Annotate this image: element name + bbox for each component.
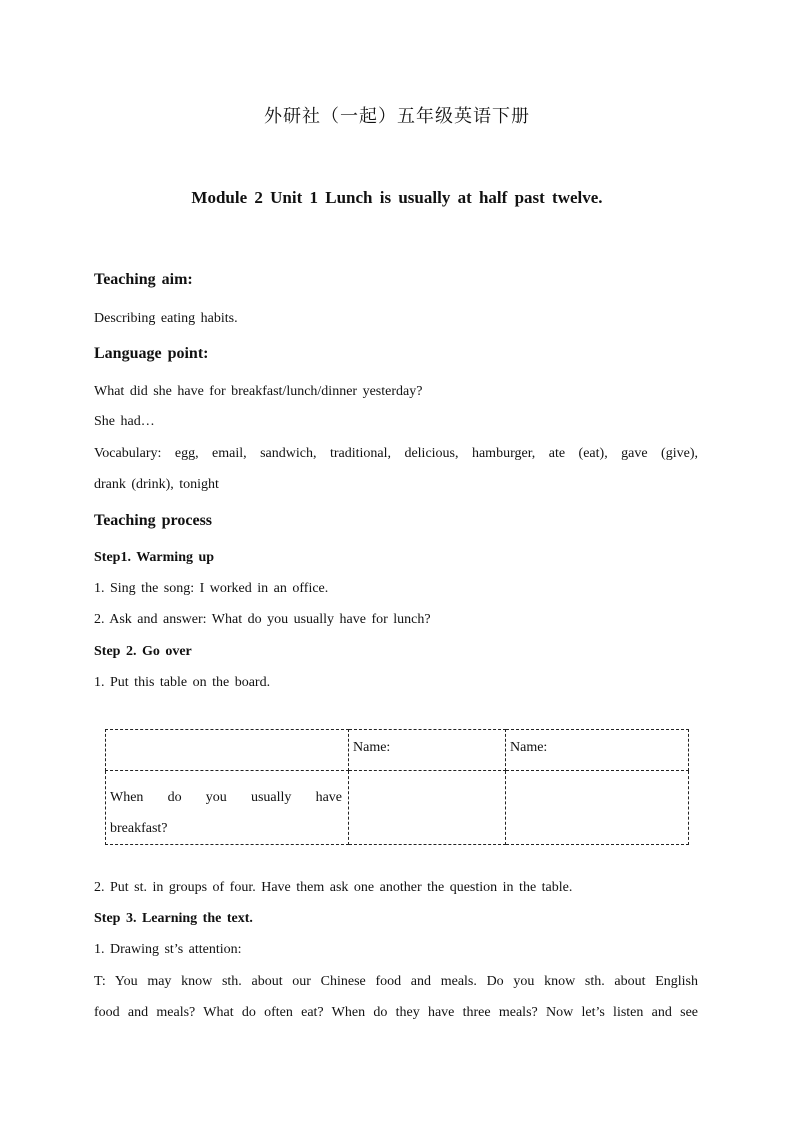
language-point-answer: She had… (94, 414, 155, 429)
table-question-line-1: When do you usually have (110, 790, 342, 805)
language-point-question: What did she have for breakfast/lunch/dinner yesterday? (94, 384, 423, 399)
table-row (106, 771, 689, 845)
teaching-process-heading: Teaching process (94, 512, 213, 529)
teaching-aim-text: Describing eating habits. (94, 311, 238, 326)
table-question-cell (106, 771, 349, 845)
step3-paragraph-line-2: food and meals? What do often eat? When do they have three meals? Now let’s listen and see (94, 1005, 698, 1020)
document-title-english: Module 2 Unit 1 Lunch is usually at half past twelve. (191, 188, 603, 207)
table-header-name: Name: (506, 730, 689, 771)
step1-item-2: 2. Ask and answer: What do you usually have for lunch? (94, 612, 431, 627)
step3-paragraph-line-1: T: You may know sth. about our Chinese food and meals. Do you know sth. about English (94, 974, 698, 989)
step2-item-1: 1. Put this table on the board. (94, 675, 271, 690)
step1-item-1: 1. Sing the song: I worked in an office. (94, 581, 329, 596)
document-title-chinese: 外研社（一起）五年级英语下册 (264, 106, 530, 127)
step3-item-1: 1. Drawing st’s attention: (94, 942, 242, 957)
language-point-heading: Language point: (94, 345, 209, 362)
step2-title: Step 2. Go over (94, 644, 192, 659)
table-cell (349, 771, 506, 845)
table-header-name: Name: (349, 730, 506, 771)
vocabulary-line-2: drank (drink), tonight (94, 477, 219, 492)
table-row (106, 730, 689, 771)
table-question-line-2: breakfast? (110, 821, 168, 836)
step2-item-2: 2. Put st. in groups of four. Have them ask one another the question in the table. (94, 880, 573, 895)
survey-table (105, 729, 689, 845)
step1-title: Step1. Warming up (94, 550, 215, 565)
step3-title: Step 3. Learning the text. (94, 911, 253, 926)
vocabulary-line-1: Vocabulary: egg, email, sandwich, traditional, delicious, hamburger, ate (eat), gave (give), (94, 446, 698, 461)
table-cell (506, 771, 689, 845)
table-cell (106, 730, 349, 771)
teaching-aim-heading: Teaching aim: (94, 271, 193, 288)
